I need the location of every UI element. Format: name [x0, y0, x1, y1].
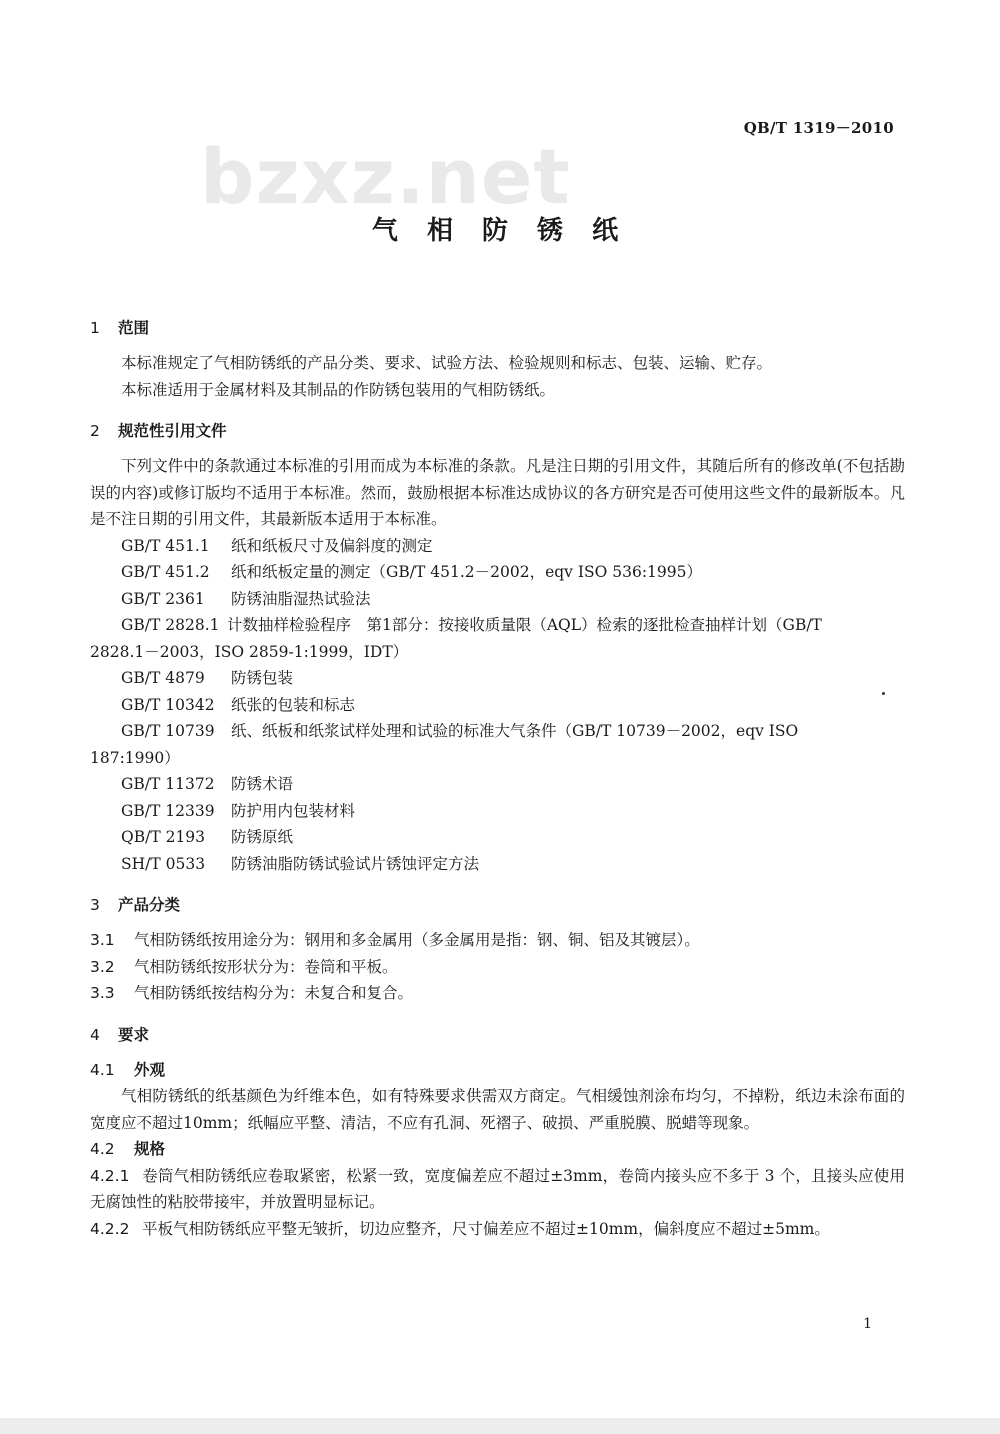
subsection-heading: 4.1 外观 — [90, 1060, 166, 1079]
subsection-heading: 4.2 规格 — [90, 1140, 166, 1158]
paragraph: 下列文件中的条款通过本标准的引用而成为本标准的条款。凡是注日期的引用文件，其随后所有的修改单(不包括勘误的内容)或修订版均不适用于本标准。然而，鼓励根据本标准达成协议的各方研究是否可使用这些文件的最新版本。凡是不注日期的引用文件，其最新版本适用于本标准。 — [90, 457, 905, 528]
section-number: 1 — [90, 319, 100, 337]
reference-item: GB/T 4879 防锈包装 — [121, 669, 294, 687]
clause-item: 4.2.2 平板气相防锈纸应平整无皱折，切边应整齐，尺寸偏差应不超过±10mm，偏斜度应不超过±5mm。 — [90, 1219, 830, 1238]
section-number: 4 — [90, 1025, 100, 1044]
page-number: 1 — [863, 1316, 872, 1332]
reference-item: GB/T 12339 防护用内包装材料 — [121, 801, 356, 820]
section-title: 范围 — [118, 319, 150, 337]
section-heading — [90, 893, 905, 917]
section-title: 规范性引用文件 — [118, 422, 227, 440]
section-number: 3 — [90, 896, 100, 914]
section-title: 要求 — [118, 1025, 150, 1044]
reference-item: SH/T 0533 防锈油脂防锈试验试片锈蚀评定方法 — [121, 854, 480, 873]
reference-item: GB/T 2828.1 计数抽样检验程序 第1部分：按接收质量限（AQL）检索的逐批检查抽样计划（GB/T 2828.1－2003，ISO 2859-1:1999，IDT） — [90, 616, 822, 661]
reference-item: GB/T 2361 防锈油脂湿热试验法 — [121, 589, 371, 608]
reference-item: GB/T 10739 纸、纸板和纸浆试样处理和试验的标准大气条件（GB/T 10739－2002，eqv ISO 187:1990） — [90, 722, 799, 767]
reference-item: QB/T 2193 防锈原纸 — [121, 828, 294, 846]
paragraph: 本标准规定了气相防锈纸的产品分类、要求、试验方法、检验规则和标志、包装、运输、贮存。 — [121, 354, 773, 372]
reference-item: GB/T 451.1 纸和纸板尺寸及偏斜度的测定 — [121, 536, 433, 555]
section-title: 产品分类 — [118, 896, 181, 914]
reference-item: GB/T 451.2 纸和纸板定量的测定（GB/T 451.2－2002，eqv ISO 536:1995） — [121, 563, 702, 581]
standard-code: QB/T 1319－2010 — [743, 119, 894, 137]
paragraph: 气相防锈纸的纸基颜色为纤维本色，如有特殊要求供需双方商定。气相缓蚀剂涂布均匀，不掉粉，纸边未涂布面的宽度应不超过10mm；纸幅应平整、清洁，不应有孔洞、死褶子、破损、严重脱膜、脱蜡等现象。 — [90, 1087, 905, 1132]
reference-item: GB/T 10342 纸张的包装和标志 — [121, 695, 356, 714]
section-heading — [90, 1023, 905, 1047]
document-body — [90, 316, 905, 1242]
reference-item: GB/T 11372 防锈术语 — [121, 775, 294, 793]
clause-item: 3.2 气相防锈纸按形状分为：卷筒和平板。 — [90, 957, 398, 976]
watermark: bzxz.net — [200, 132, 571, 221]
section-number: 2 — [90, 422, 100, 440]
section-heading — [90, 316, 905, 340]
bottom-scan-bar — [0, 1418, 1000, 1434]
document-title: 气 相 防 锈 纸 — [371, 216, 629, 246]
paragraph: 本标准适用于金属材料及其制品的作防锈包装用的气相防锈纸。 — [121, 380, 556, 399]
section-heading — [90, 419, 905, 443]
clause-item: 3.1 气相防锈纸按用途分为：钢用和多金属用（多金属用是指：钢、铜、铝及其镀层）。 — [90, 931, 700, 949]
clause-item: 4.2.1 卷筒气相防锈纸应卷取紧密，松紧一致，宽度偏差应不超过±3mm，卷筒内接头应不多于 3 个，且接头应使用无腐蚀性的粘胶带接牢，并放置明显标记。 — [90, 1166, 905, 1211]
clause-item: 3.3 气相防锈纸按结构分为：未复合和复合。 — [90, 984, 414, 1002]
